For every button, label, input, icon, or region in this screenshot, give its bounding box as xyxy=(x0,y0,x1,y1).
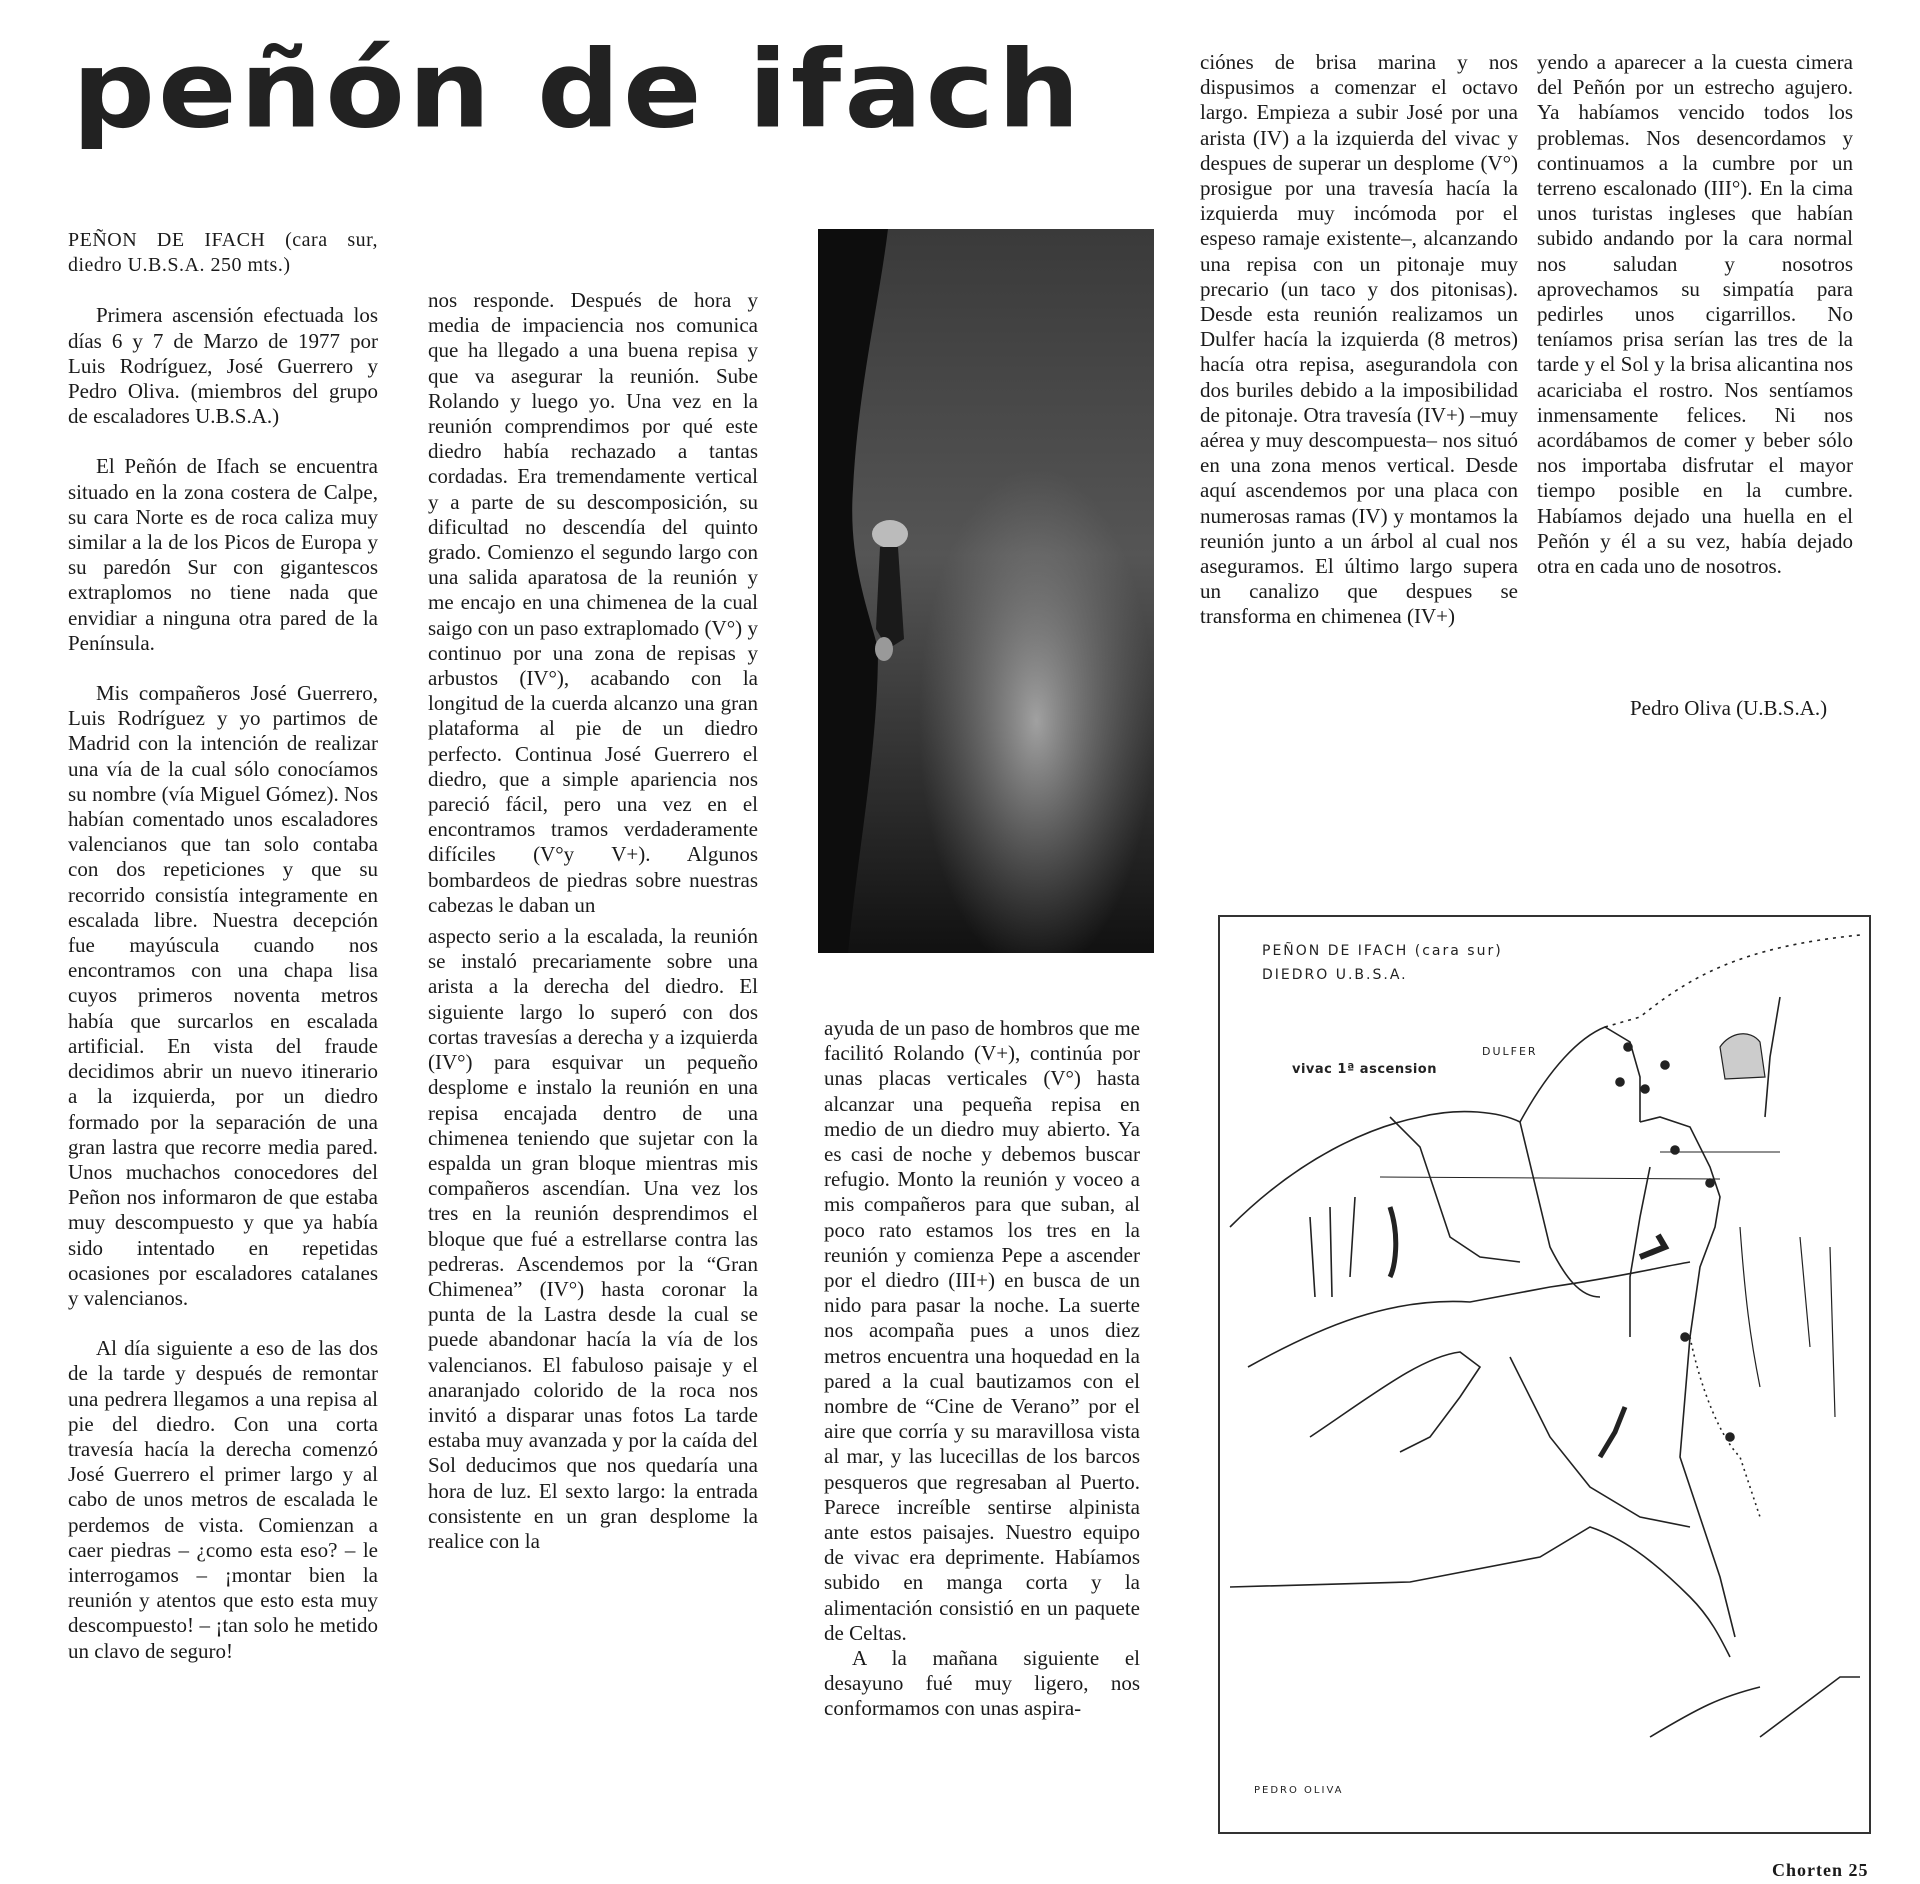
dulfer-label: DULFER xyxy=(1482,1045,1538,1058)
column-1 xyxy=(68,228,378,1689)
paragraph: yendo a aparecer a la cuesta cimera del Peñón por un estrecho agujero. Ya habíamos vencido todos los problemas. Nos desencordamos y continuamos a la cumbre por un terreno escalonado (III°). En la cima unos turistas ingleses que habían subido andando por la cara normal nos saludan y nosotros aprovechamos su simpatía para pedirles unos cigarrillos. No teníamos prisa serían las tres de la tarde y el Sol y la brisa alicantina nos acariciaba el rostro. Nos sentíamos inmensamente felices. Ni nos acordábamos de comer y beber sólo nos importaba disfrutar el mayor tiempo posible en la cumbre. Habíamos dejado una huella en el Peñón y él a su vez, había dejado otra en cada uno de nosotros. xyxy=(1537,50,1853,579)
paragraph: A la mañana siguiente el desayuno fué muy ligero, nos conformamos con unas aspira- xyxy=(824,1646,1140,1721)
paragraph: nos responde. Después de hora y media de impaciencia nos comunica que ha llegado a una buena repisa y que va asegurar la reunión. Sube Rolando y luego yo. Una vez en la reunión comprendimos por qué este diedro había rechazado a tantas cordadas. Era tremendamente vertical y a parte de su descomposición, su dificultad no descendía del quinto grado. Comienzo el segundo largo con una salida aparatosa de la reunión y me encajo en una chimenea de la cual saigo con un paso extraplomado (V°) y continuo por una zona de repisas y arbustos (IV°), acabando con la longitud de la cuerda alcanzo una gran plataforma al pie de un diedro perfecto. Continua José Guerrero el diedro, que a simple apariencia nos pareció fácil, pero una vez en el encontramos tramos verdaderamente difíciles (V°y V+). Algunos bombardeos de piedras sobre nuestras cabezas le daban un xyxy=(428,288,758,917)
climber-photo xyxy=(818,229,1154,953)
paragraph: El Peñón de Ifach se encuentra situado en la zona costera de Calpe, su cara Norte es de roca caliza muy similar a la de los Picos de Europa y su paredón Sur con gigantescos extraplomos no tiene nada que envidiar a ninguna otra pared de la Península. xyxy=(68,454,378,655)
page-footer: Chorten 25 xyxy=(1772,1860,1869,1880)
route-heading: PEÑON DE IFACH (cara sur, diedro U.B.S.A. 250 mts.) xyxy=(68,229,378,277)
route-sketch xyxy=(1220,917,1869,1832)
article-title: peñón de ifach xyxy=(72,28,1083,153)
diagram-subtitle: DIEDRO U.B.S.A. xyxy=(1262,967,1408,983)
paragraph: ayuda de un paso de hombros que me facilitó Rolando (V+), continúa por unas placas verticales (V°) hasta alcanzar una pequeña repisa en medio de un diedro muy abierto. Ya es casi de noche y debemos buscar refugio. Monto la reunión y voceo a mis compañeros para que suban, al poco rato estamos los tres en la reunión y comienza Pepe a ascender por el diedro (III+) en busca de un nido para pasar la noche. La suerte nos acompaña pues a unos diez metros encuentra una hoquedad en la pared a la cual bautizamos con el nombre de “Cine de Verano” por el aire que corría y su maravillosa vista al mar, y las lucecillas de los barcos pesqueros que regresaban al Puerto. Parece increíble sentirse alpinista ante estos paisajes. Nuestro equipo de vivac era deprimente. Habíamos subido en manga corta y la alimentación consistió en un paquete de Celtas. xyxy=(824,1016,1140,1645)
diagram-title: PEÑON DE IFACH (cara sur) xyxy=(1262,943,1503,959)
column-4 xyxy=(1200,50,1518,655)
paragraph: ciónes de brisa marina y nos dispusimos a comenzar el octavo largo. Empieza a subir José por una arista (IV) a la izquierda del vivac y despues de superar un desplome (V°) prosigue por una travesía hacía la izquierda muy incómoda por el espeso ramaje existente–, alcanzando una repisa con un pitonaje muy precario (un taco y dos pitonisas). Desde esta reunión realizamos un Dulfer hacía la izquierda (8 metros) hacía otra repisa, asegurandola con dos buriles debido a la imposibilidad de pitonaje. Otra travesía (IV+) –muy aérea y muy descompuesta– nos situó en una zona menos vertical. Desde aquí ascendemos por una placa con numerosas ramas (IV) y montamos la reunión junto a un árbol al cual nos aseguramos. El último largo supera un canalizo que despues se transforma en chimenea (IV+) xyxy=(1200,50,1518,629)
vivac-label: vivac 1ª ascension xyxy=(1292,1062,1437,1077)
column-5 xyxy=(1537,50,1853,604)
column-2 xyxy=(428,288,758,1579)
paragraph: Primera ascensión efectuada los días 6 y 7 de Marzo de 1977 por Luis Rodríguez, José Guerrero y Pedro Oliva. (miembros del grupo de escaladores U.B.S.A.) xyxy=(68,303,378,429)
paragraph: Al día siguiente a eso de las dos de la tarde y después de remontar una pedrera llegamos a una repisa al pie del diedro. Con una corta travesía hacía la derecha comenzó José Guerrero el primer largo y al cabo de unos metros de escalada le perdemos de vista. Comienzan a caer piedras – ¿como esta eso? – le interrogamos – ¡montar bien la reunión y atentos que esto esta muy descompuesto! – ¡tan solo he metido un clavo de seguro! xyxy=(68,1336,378,1663)
column-3 xyxy=(824,1016,1140,1747)
diagram-author: PEDRO OLIVA xyxy=(1254,1785,1344,1796)
paragraph: aspecto serio a la escalada, la reunión se instaló precariamente sobre una arista a la derecha del diedro. El siguiente largo lo superó con dos cortas travesías a derecha y a izquierda (IV°) para esquivar un pequeño desplome e instalo la reunión en una repisa encajada dentro de una chimenea teniendo que sujetar con la espalda un gran bloque mientras mis compañeros ascendían. Una vez los tres en la reunión desprendimos el bloque que fué a estrellarse contra las pedreras. Ascendemos por la “Gran Chimenea” (IV°) hasta coronar la punta de la Lastra desde la cual se puede abandonar hacía la vía de los valencianos. El fabuloso paisaje y el anaranjado colorido de la roca nos invitó a disparar unas fotos La tarde estaba muy avanzada y por la caída del Sol deducimos que nos quedaría una hora de luz. El sexto largo: la entrada consistente en un gran desplome la realice con la xyxy=(428,924,758,1553)
route-diagram xyxy=(1218,915,1871,1834)
author-signature: Pedro Oliva (U.B.S.A.) xyxy=(1630,696,1828,720)
paragraph: Mis compañeros José Guerrero, Luis Rodríguez y yo partimos de Madrid con la intención de realizar una vía de la cual sólo conocíamos su nombre (vía Miguel Gómez). Nos habían comentado unos escaladores valencianos que tan solo contaba con dos repeticiones y que su recorrido consistía integramente en escalada libre. Nuestra decepción fue mayúscula cuando nos encontramos con una chapa lisa cuyos primeros noventa metros había que surcarlos en escalada artificial. En vista del fraude decidimos abrir un nuevo itinerario a la izquierda, por un diedro formado por la separación de una gran lastra que recorre media pared. Unos muchachos conocedores del Peñon nos informaron de que estaba muy descompuesto y que ya había sido intentado en repetidas ocasiones por escaladores catalanes y valencianos. xyxy=(68,681,378,1310)
